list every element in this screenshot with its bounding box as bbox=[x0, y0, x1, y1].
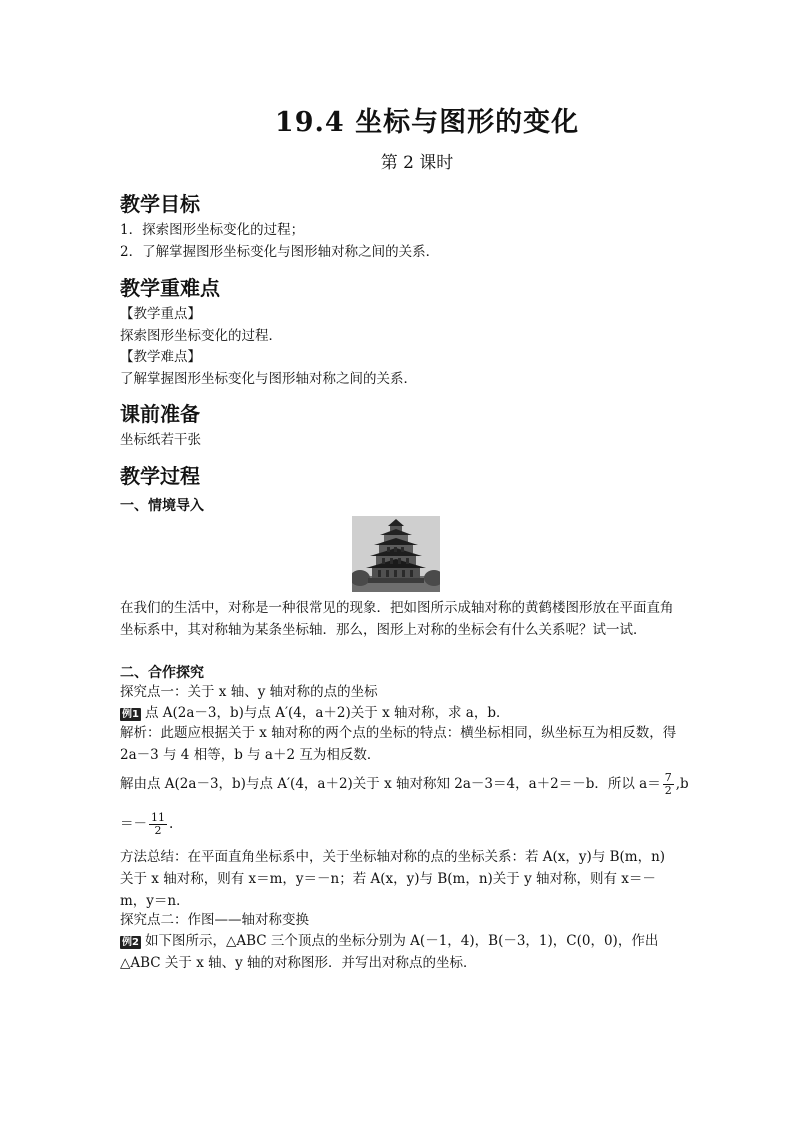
page-subtitle: 第 2 课时 bbox=[380, 153, 454, 173]
part2-heading: 二、合作探究 bbox=[120, 665, 204, 681]
difficult-label: 【教学难点】 bbox=[120, 349, 201, 365]
point1-title: 探究点一：关于 x 轴、y 轴对称的点的坐标 bbox=[120, 684, 378, 700]
key-text: 探索图形坐标变化的过程． bbox=[120, 328, 282, 344]
heading-prep: 课前准备 bbox=[120, 402, 200, 426]
method-summary: 方法总结：在平面直角坐标系中，关于坐标轴对称的点的坐标关系：若 A(x，y)与 B(m，n)关于 x 轴对称，则有 x＝m，y＝－n；若 A(x，y)与 B(m，n)关于 y 轴对称，则有 x＝－m，y＝n． bbox=[120, 849, 666, 909]
solution-part-a: 解由点 A(2a－3，b)与点 A′(4，a＋2)关于 x 轴对称知 2a－3＝4，a＋2＝－b．所以 a＝ bbox=[120, 776, 661, 792]
heading-goals: 教学目标 bbox=[120, 192, 200, 216]
solution-line-2 bbox=[120, 812, 680, 837]
fraction-a-denominator: 2 bbox=[664, 784, 672, 797]
fraction-b-numerator: 11 bbox=[151, 811, 165, 824]
fraction-b-denominator: 2 bbox=[154, 824, 162, 837]
solution-part-b: ,b bbox=[675, 776, 689, 792]
intro-paragraph: 在我们的生活中，对称是一种很常见的现象．把如图所示成轴对称的黄鹤楼图形放在平面直角坐标系中，其对称轴为某条坐标轴．那么，图形上对称的坐标会有什么关系呢？试一试． bbox=[120, 600, 674, 638]
difficult-text: 了解掌握图形坐标变化与图形轴对称之间的关系． bbox=[120, 371, 417, 387]
goal-item-1: 1．探索图形坐标变化的过程； bbox=[120, 222, 305, 238]
example-1-text: 点 A(2a－3，b)与点 A′(4，a＋2)关于 x 轴对称，求 a，b． bbox=[144, 705, 510, 721]
goal-item-2: 2．了解掌握图形坐标变化与图形轴对称之间的关系． bbox=[120, 244, 440, 260]
analysis-paragraph: 解析：此题应根据关于 x 轴对称的两个点的坐标的特点：横坐标相同，纵坐标互为相反数，得 2a－3 与 4 相等，b 与 a＋2 互为相反数． bbox=[120, 725, 677, 763]
fraction-a bbox=[663, 772, 674, 797]
heading-key-points: 教学重难点 bbox=[120, 276, 220, 300]
example-1-tag: 例1 bbox=[122, 709, 139, 720]
prep-text: 坐标纸若干张 bbox=[120, 432, 201, 448]
fraction-a-numerator: 7 bbox=[664, 771, 672, 784]
example-2-tag: 例2 bbox=[122, 937, 139, 948]
example-2 bbox=[120, 930, 678, 974]
solution-line-1 bbox=[120, 771, 689, 797]
example-1 bbox=[120, 703, 680, 723]
fraction-b bbox=[149, 812, 167, 837]
heading-process: 教学过程 bbox=[120, 464, 200, 488]
tower-photo bbox=[352, 516, 440, 592]
part1-heading: 一、情境导入 bbox=[120, 498, 204, 514]
key-label: 【教学重点】 bbox=[120, 306, 201, 322]
example-2-text: 如下图所示，△ABC 三个顶点的坐标分别为 A(－1，4)，B(－3，1)，C(0，0)，作出△ABC 关于 x 轴、y 轴的对称图形．并写出对称点的坐标． bbox=[120, 933, 659, 971]
solution-part-d: . bbox=[169, 816, 174, 832]
yellow-crane-tower-image bbox=[352, 516, 440, 592]
page-title: 19.4 坐标与图形的变化 bbox=[274, 107, 580, 138]
point2-title: 探究点二：作图——轴对称变换 bbox=[120, 912, 309, 928]
solution-part-c: ＝－ bbox=[120, 816, 147, 832]
